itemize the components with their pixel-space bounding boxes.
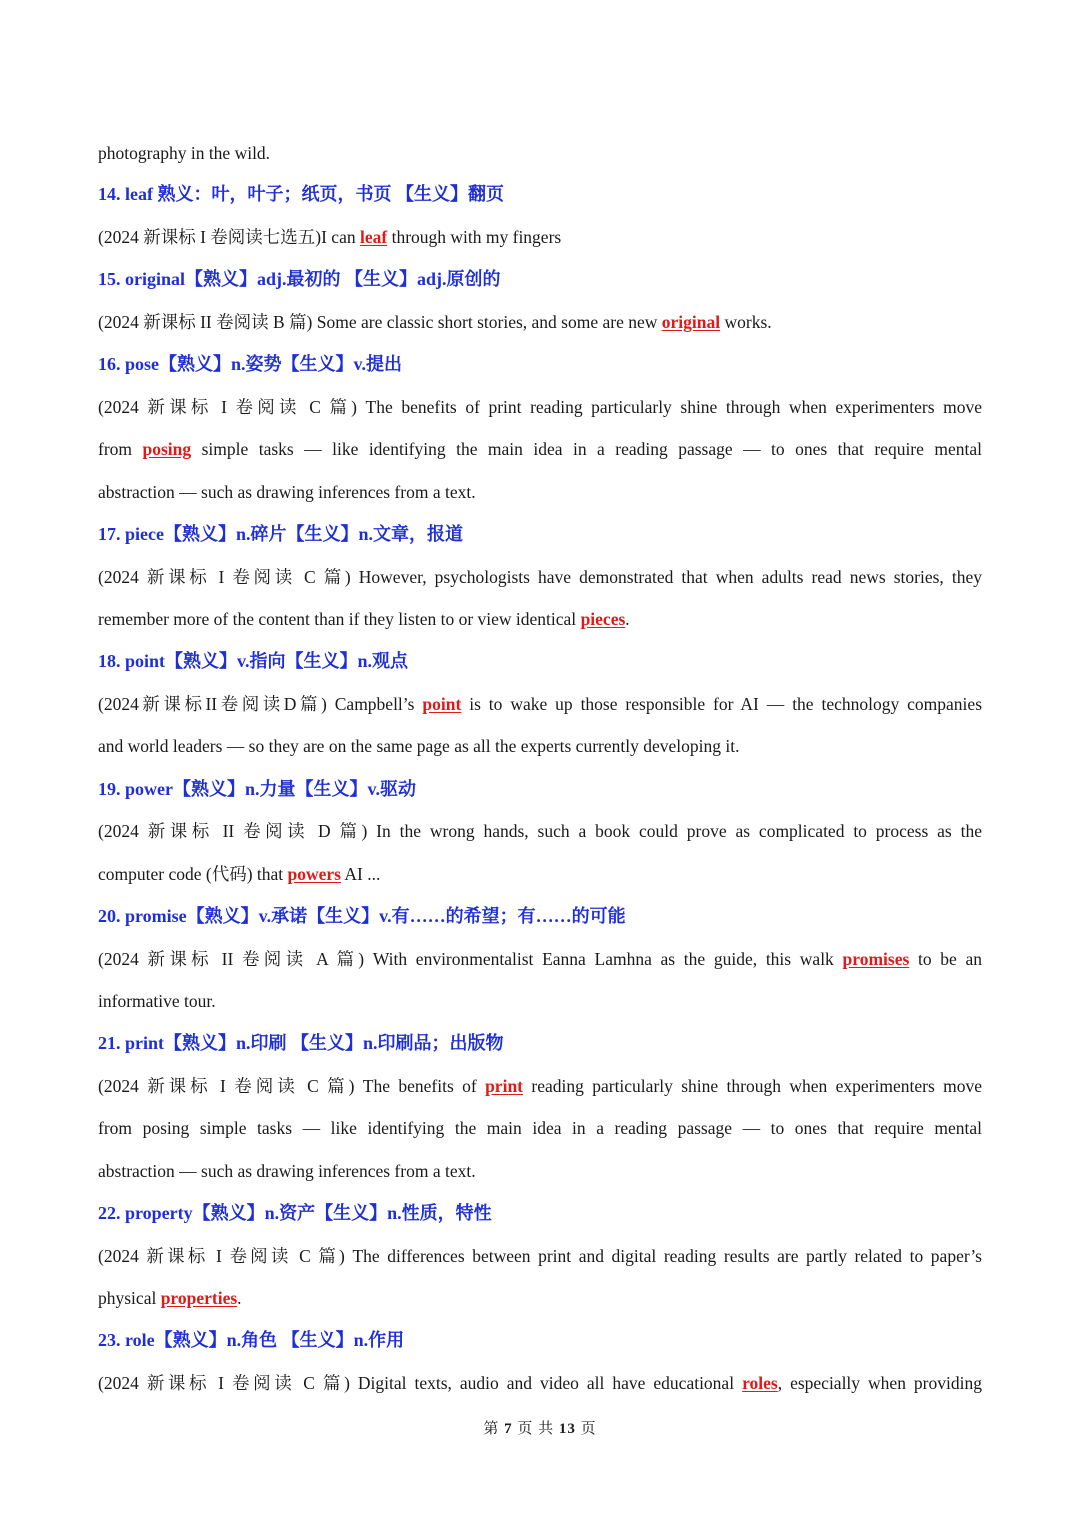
entry-example-print-line1: (2024 新课标 I 卷阅读 C 篇) The benefits of print reading particularly shine through when experimenters move	[98, 1076, 982, 1096]
entry-example-pose-line2: from posing simple tasks — like identifying the main idea in a reading passage — to ones that require mental	[98, 439, 982, 459]
keyword-properties: properties	[160, 1288, 238, 1308]
entry-example-original: (2024 新课标 II 卷阅读 B 篇) Some are classic short stories, and some are new original works.	[98, 312, 772, 332]
entry-example-pose-line3: abstraction — such as drawing inferences from a text.	[98, 482, 476, 502]
entry-heading-piece: 17. piece【熟义】n.碎片【生义】n.文章，报道	[98, 524, 463, 544]
page-total: 13	[558, 1421, 576, 1437]
entry-example-power-line2: computer code (代码) that powers AI ...	[98, 864, 381, 884]
keyword-leaf: leaf	[359, 227, 388, 247]
page-footer: 第 7 页 共 13 页	[483, 1421, 597, 1437]
continued-sentence: photography in the wild.	[98, 143, 271, 163]
keyword-promises: promises	[842, 949, 910, 969]
entry-heading-power: 19. power【熟义】n.力量【生义】v.驱动	[98, 779, 417, 799]
entry-heading-pose: 16. pose【熟义】n.姿势【生义】v.提出	[98, 354, 403, 374]
entry-example-property-line2: physical properties.	[98, 1288, 242, 1308]
entry-example-print-line3: abstraction — such as drawing inferences from a text.	[98, 1161, 476, 1181]
entry-example-promise-line1: (2024 新课标 II 卷阅读 A 篇) With environmentalist Eanna Lamhna as the guide, this walk promises to be an	[98, 949, 982, 969]
entry-heading-property: 22. property【熟义】n.资产【生义】n.性质，特性	[98, 1203, 492, 1223]
keyword-print: print	[485, 1076, 524, 1096]
keyword-posing: posing	[142, 439, 192, 459]
keyword-point: point	[422, 694, 462, 714]
entry-example-point-line1: (2024新课标II卷阅读D篇) Campbell’s point is to wake up those responsible for AI — the technology companies	[98, 694, 982, 714]
entry-example-property-line1: (2024 新课标 I 卷阅读 C 篇) The differences between print and digital reading results are partly related to paper’s	[98, 1246, 982, 1266]
entry-heading-print: 21. print【熟义】n.印刷 【生义】n.印刷品；出版物	[98, 1033, 504, 1053]
keyword-original: original	[661, 312, 721, 332]
keyword-powers: powers	[287, 864, 341, 884]
entry-example-role-line1: (2024 新课标 I 卷阅读 C 篇) Digital texts, audio and video all have educational roles, especially when providing	[98, 1373, 982, 1393]
entry-example-piece-line1: (2024 新课标 I 卷阅读 C 篇) However, psychologists have demonstrated that when adults read news stories, they	[98, 567, 982, 587]
entry-example-pose-line1: (2024 新课标 I 卷阅读 C 篇) The benefits of print reading particularly shine through when experimenters move	[98, 397, 982, 417]
entry-example-print-line2: from posing simple tasks — like identifying the main idea in a reading passage — to ones that require mental	[98, 1118, 982, 1138]
entry-example-piece-line2: remember more of the content than if they listen to or view identical pieces.	[98, 609, 630, 629]
entry-example-leaf: (2024 新课标 I 卷阅读七选五)I can leaf through with my fingers	[98, 227, 562, 247]
entry-heading-role: 23. role【熟义】n.角色 【生义】n.作用	[98, 1330, 405, 1350]
entry-example-power-line1: (2024 新课标 II 卷阅读 D 篇) In the wrong hands, such a book could prove as complicated to process as the	[98, 821, 982, 841]
entry-heading-original: 15. original【熟义】adj.最初的 【生义】adj.原创的	[98, 269, 501, 289]
entry-heading-promise: 20. promise【熟义】v.承诺【生义】v.有……的希望；有……的可能	[98, 906, 626, 926]
entry-example-point-line2: and world leaders — so they are on the same page as all the experts currently developing it.	[98, 736, 740, 756]
entry-heading-point: 18. point【熟义】v.指向【生义】n.观点	[98, 651, 409, 671]
entry-example-promise-line2: informative tour.	[98, 991, 216, 1011]
page-number: 7	[504, 1421, 513, 1437]
entry-heading-leaf: 14. leaf 熟义：叶，叶子；纸页，书页 【生义】翻页	[98, 184, 504, 204]
keyword-pieces: pieces	[580, 609, 626, 629]
keyword-roles: roles	[742, 1373, 778, 1393]
